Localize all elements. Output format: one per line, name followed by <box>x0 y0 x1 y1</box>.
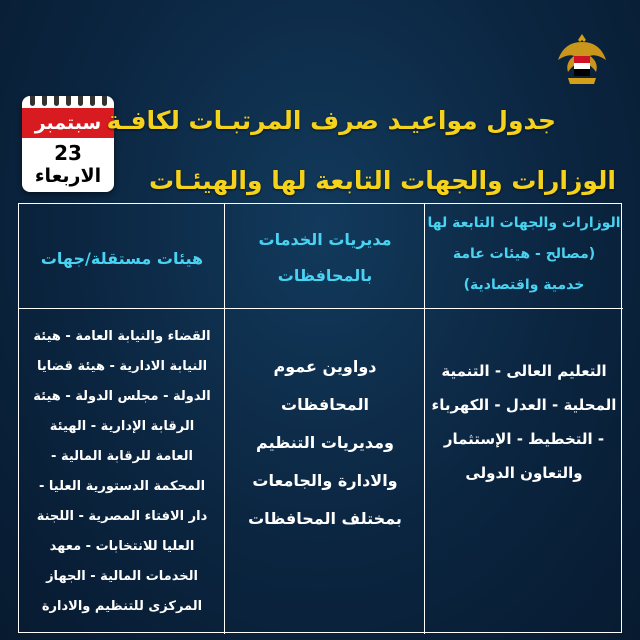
header-line: هيئات مستقلة/جهات <box>40 249 204 268</box>
column-body-independent-bodies <box>19 322 225 622</box>
body-line: المحلية - العدل - الكهرباء <box>431 396 617 414</box>
body-line: العامة للرقابة المالية - <box>51 449 193 464</box>
schedule-table <box>18 203 622 633</box>
header-line: (مصالح - هيئات عامة <box>452 246 596 262</box>
body-line: دواوين عموم <box>273 357 377 376</box>
header-line: الوزارات والجهات التابعة لها <box>427 215 621 231</box>
body-line: القضاء والنيابة العامة - هيئة <box>33 329 211 344</box>
column-header-ministries <box>425 208 623 301</box>
body-line: المحافظات <box>281 395 369 414</box>
page-title-line2: الوزارات والجهات التابعة لها والهيئـات <box>149 166 616 195</box>
calendar-month: سبتمبر <box>22 108 114 138</box>
body-line: ومديريات التنظيم <box>256 433 394 452</box>
calendar-weekday: الاربعاء <box>34 165 102 187</box>
column-header-directorates <box>225 222 425 294</box>
body-line: والتعاون الدولى <box>465 464 583 482</box>
egypt-eagle-emblem-icon <box>556 30 608 88</box>
body-line: بمختلف المحافظات <box>248 509 402 528</box>
header-line: مديريات الخدمات <box>258 230 392 249</box>
body-line: الرقابة الإدارية - الهيئة <box>49 419 195 434</box>
body-line: الخدمات المالية - الجهاز <box>46 569 198 584</box>
column-header-independent-bodies <box>19 244 225 274</box>
header-line: خدمية واقتصادية) <box>463 277 585 293</box>
header-line: بالمحافظات <box>277 266 373 285</box>
body-line: دار الافتاء المصرية - اللجنة <box>36 509 208 524</box>
calendar-day: 23 <box>54 141 82 165</box>
body-line: - التخطيط - الإستثمار <box>443 430 605 448</box>
body-line: المحكمة الدستورية العليا - <box>38 479 206 494</box>
body-line: النيابة الادارية - هيئة قضايا <box>36 359 208 374</box>
body-line: العليا للانتخابات - معهد <box>49 539 195 554</box>
column-body-directorates <box>225 348 425 538</box>
column-body-ministries <box>425 354 623 490</box>
body-line: الدولة - مجلس الدولة - هيئة <box>33 389 211 404</box>
body-line: المركزى للتنظيم والادارة <box>41 599 203 614</box>
body-line: والادارة والجامعات <box>252 471 398 490</box>
body-line: التعليم العالى - التنمية <box>441 362 607 380</box>
table-header-divider <box>19 308 623 309</box>
date-calendar <box>22 96 114 192</box>
page-title-line1: جدول مواعيـد صرف المرتبـات لكافـة <box>106 106 556 135</box>
